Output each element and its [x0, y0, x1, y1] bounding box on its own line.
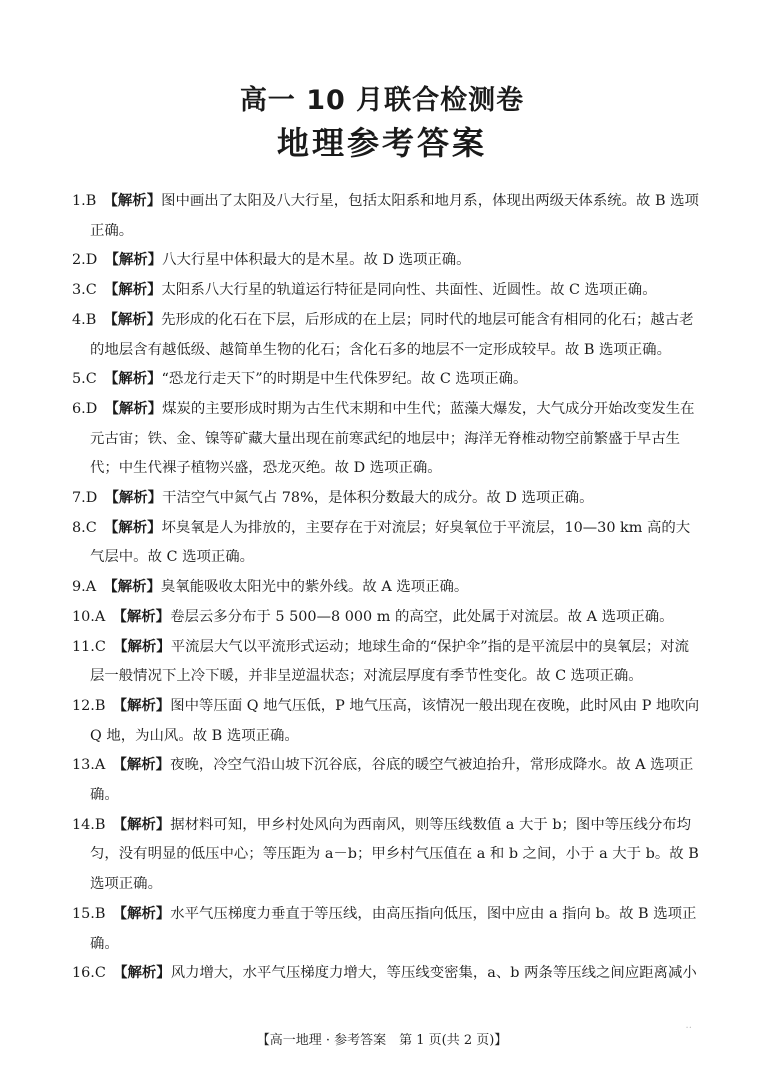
answer-choice: C [94, 965, 106, 982]
answer-choice: D [85, 400, 98, 417]
answer-choice: A [85, 579, 97, 596]
answer-choice: B [85, 193, 97, 209]
answer-head [72, 371, 104, 387]
analysis-tag: 【解析】 [103, 193, 162, 209]
answer-head [72, 817, 113, 833]
analysis-text: 先形成的化石在下层，后形成的在上层；同时代的地层可能含有相同的化石；越古老的地层含有越低级、越简单生物的化石；含化石多的地层不一定形成较早。故 B 选项正确。 [90, 311, 694, 358]
answer-choice: A [94, 608, 106, 625]
answer-number: 14. [72, 816, 95, 833]
analysis-text: 夜晚，冷空气沿山坡下沉谷底，谷底的暖空气被迫抬升，常形成降水。故 A 选项正确。 [90, 757, 694, 804]
analysis-text: 卷层云多分布于 5 500—8 000 m 的高空，此处属于对流层。故 A 选项正确。 [170, 608, 674, 625]
answer-choice: D [85, 252, 98, 269]
analysis-tag: 【解析】 [103, 311, 162, 328]
answer-choice: B [94, 697, 106, 714]
answer-number: 6. [72, 400, 86, 417]
answer-item [72, 306, 700, 365]
answer-head [72, 193, 104, 209]
answer-number: 4. [72, 311, 86, 328]
answer-item [72, 276, 700, 306]
answer-number: 2. [72, 252, 86, 269]
answer-item [72, 603, 700, 633]
answer-item [72, 187, 700, 246]
analysis-text: 图中画出了太阳及八大行星，包括太阳系和地月系，体现出两级天体系统。故 B 选项正确。 [90, 193, 699, 239]
answer-number: 1. [72, 193, 86, 209]
page-title: 高一 10 月联合检测卷 [239, 85, 525, 116]
analysis-tag: 【解析】 [113, 965, 171, 982]
answer-choice: C [94, 638, 106, 655]
answer-head [72, 282, 104, 298]
analysis-tag: 【解析】 [112, 608, 171, 625]
analysis-text: 煤炭的主要形成时期为古生代末期和中生代；蓝藻大爆发，大气成分开始改变发生在元古宙；铁、金、镍等矿藏大量出现在前寒武纪的地层中；海洋无脊椎动物空前繁盛于早古生代；中生代裸子植物兴盛，恐龙灭绝。故 D 选项正确。 [90, 400, 695, 477]
answer-item [72, 959, 700, 989]
answer-item [72, 514, 700, 573]
answer-choice: C [85, 371, 97, 388]
analysis-text: 坏臭氧是人为排放的，主要存在于对流层；好臭氧位于平流层，10—30 km 高的大气层中。故 C 选项正确。 [90, 519, 691, 566]
analysis-tag: 【解析】 [112, 697, 171, 714]
analysis-text: 干洁空气中氮气占 78%，是体积分数最大的成分。故 D 选项正确。 [162, 490, 594, 507]
answer-number: 12. [72, 697, 95, 714]
page-footer: 【高一地理 · 参考答案 第 1 页(共 2 页)】 [256, 1033, 508, 1048]
analysis-tag: 【解析】 [103, 579, 161, 596]
analysis-tag: 【解析】 [103, 519, 162, 536]
answer-head [72, 639, 113, 655]
answer-number: 3. [72, 282, 86, 299]
answer-number: 16. [72, 965, 95, 982]
answer-item [72, 751, 700, 810]
answer-choice: A [94, 757, 106, 774]
answer-number: 8. [72, 519, 86, 536]
page-subtitle: 地理参考答案 [276, 124, 487, 162]
answer-choice: C [85, 282, 97, 299]
answer-head [72, 757, 113, 773]
answer-head [72, 579, 103, 595]
answer-head [72, 252, 104, 268]
answer-item [72, 633, 700, 692]
answer-head [72, 312, 104, 328]
answer-head [72, 520, 104, 536]
answer-head [72, 698, 113, 714]
analysis-tag: 【解析】 [113, 638, 171, 655]
answer-item [72, 395, 700, 484]
answer-item [72, 246, 700, 276]
answer-number: 7. [72, 490, 86, 507]
analysis-text: “恐龙行走天下”的时期是中生代侏罗纪。故 C 选项正确。 [161, 371, 528, 388]
corner-mark: ‥ [685, 1020, 692, 1031]
answer-item [72, 484, 700, 514]
answer-choice: B [85, 311, 97, 328]
analysis-tag: 【解析】 [103, 282, 162, 299]
answer-choice: B [94, 816, 106, 833]
answer-item [72, 365, 700, 395]
answer-item [72, 692, 700, 751]
analysis-text: 平流层大气以平流形式运动；地球生命的“保护伞”指的是平流层中的臭氧层；对流层一般情况下上冷下暖，并非呈逆温状态；对流层厚度有季节性变化。故 C 选项正确。 [90, 638, 690, 685]
analysis-text: 太阳系八大行星的轨道运行特征是同向性、共面性、近圆性。故 C 选项正确。 [161, 282, 657, 299]
answer-head [72, 401, 104, 417]
answer-head [72, 906, 113, 922]
answer-head [72, 965, 113, 981]
answer-choice: C [85, 519, 97, 536]
analysis-tag: 【解析】 [104, 490, 163, 507]
analysis-tag: 【解析】 [104, 252, 163, 269]
analysis-tag: 【解析】 [112, 816, 171, 833]
analysis-tag: 【解析】 [112, 905, 171, 922]
analysis-text: 水平气压梯度力垂直于等压线，由高压指向低压，图中应由 a 指向 b。故 B 选项正确。 [90, 905, 697, 952]
analysis-text: 据材料可知，甲乡村处风向为西南风，则等压线数值 a 大于 b；图中等压线分布均匀，没有明显的低压中心；等压距为 a－b；甲乡村气压值在 a 和 b 之间，小于 a 大于 b。故 B 选项正确。 [90, 816, 699, 893]
answer-number: 9. [72, 579, 86, 596]
analysis-text: 臭氧能吸收太阳光中的紫外线。故 A 选项正确。 [160, 579, 469, 596]
answer-item [72, 573, 700, 603]
answer-choice: D [85, 490, 98, 507]
answer-head [72, 490, 104, 506]
analysis-tag: 【解析】 [112, 757, 171, 774]
analysis-text: 八大行星中体积最大的是木星。故 D 选项正确。 [162, 252, 471, 269]
answer-list [72, 187, 700, 989]
answer-number: 10. [72, 608, 95, 625]
analysis-text: 图中等压面 Q 地气压低，P 地气压高，该情况一般出现在夜晚，此时风由 P 地吹向 Q 地，为山风。故 B 选项正确。 [90, 697, 700, 744]
analysis-tag: 【解析】 [103, 371, 162, 388]
answer-head [72, 609, 113, 625]
answer-item [72, 900, 700, 959]
answer-number: 13. [72, 757, 95, 774]
answer-choice: B [94, 905, 106, 922]
analysis-text: 风力增大，水平气压梯度力增大，等压线变密集，a、b 两条等压线之间应距离减小 [170, 965, 697, 982]
answer-number: 5. [72, 371, 86, 388]
answer-number: 15. [72, 905, 95, 922]
analysis-tag: 【解析】 [104, 400, 163, 417]
answer-number: 11. [72, 638, 95, 655]
answer-item [72, 811, 700, 900]
